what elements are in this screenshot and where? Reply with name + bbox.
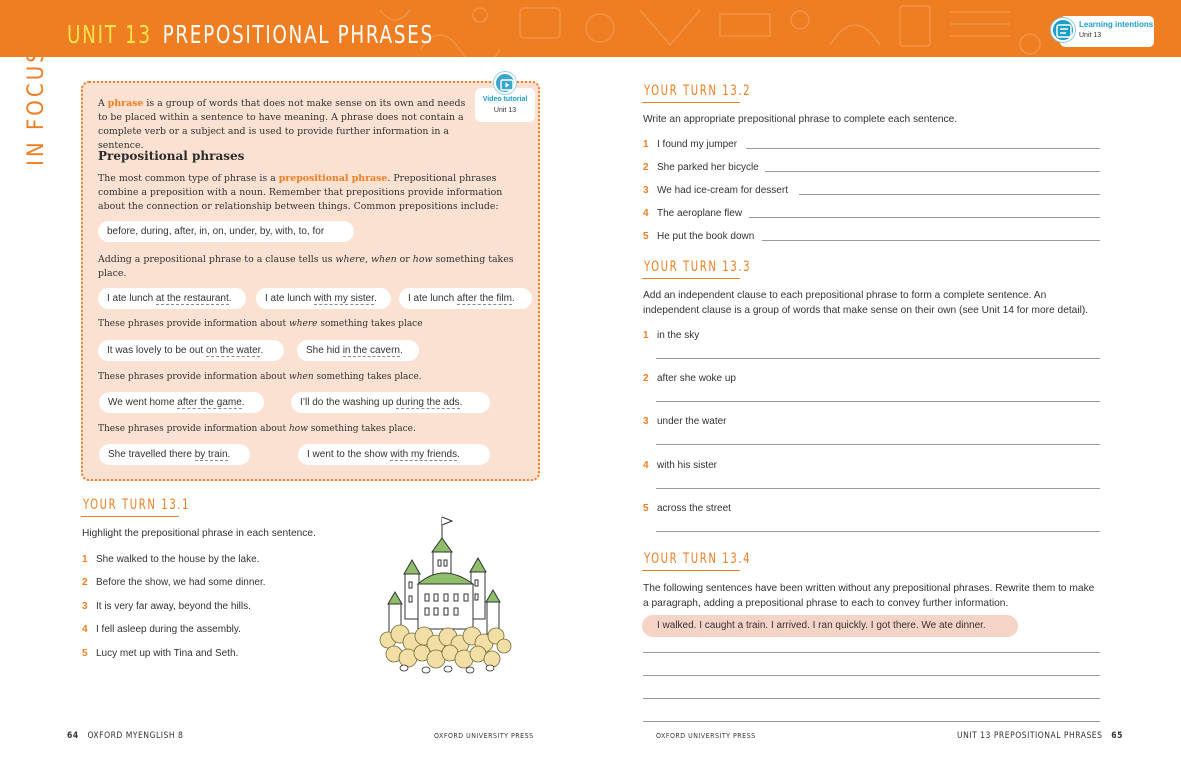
question-number: 5 [643,503,649,514]
answer-line[interactable] [656,531,1100,532]
example-pill: It was lovely to be out on the water. [98,340,284,361]
caption-when: These phrases provide information about when something takes place. [98,372,422,382]
footer-right [957,731,1123,741]
question-number: 1 [82,554,88,565]
page-number-left: 64 [67,731,79,741]
answer-line[interactable] [799,194,1100,195]
book-title: OXFORD MYENGLISH 8 [87,731,184,741]
highlight-sentence[interactable]: I fell asleep during the assembly. [96,624,244,635]
phrase-prompt: with his sister [657,460,720,471]
phrase-definition: A phrase is a group of words that does not make sense on its own and needs to be placed within a sentence to have meaning. A phrase does not contain a complete verb or a subject and is used to provide further information in a sentence. [98,98,466,151]
question-number: 4 [82,624,88,635]
prepositions-list: before, during, after, in, on, under, by, with, to, for [98,221,354,242]
example-pill: I ate lunch at the restaurant. [98,288,246,309]
question-number: 3 [643,416,649,427]
caption-where: These phrases provide information about where something takes place [98,319,423,329]
running-unit-title: UNIT 13 PREPOSITIONAL PHRASES [957,731,1103,741]
question-number: 1 [643,139,649,150]
term-phrase: phrase [107,98,144,109]
video-tutorial-title[interactable]: Video tutorial [482,96,528,103]
answer-line[interactable] [762,240,1100,241]
answer-line[interactable] [643,675,1100,676]
question-number: 5 [643,231,649,242]
answer-line[interactable] [643,698,1100,699]
term-prepositional-phrase: prepositional phrase [278,173,388,184]
page-number-right: 65 [1111,731,1123,741]
answer-line[interactable] [656,488,1100,489]
highlight-sentence[interactable]: She walked to the house by the lake. [96,554,262,565]
sentence-prompt: We had ice-cream for dessert [657,185,791,196]
heading-underline [642,570,740,571]
heading-underline [81,516,179,517]
phrase-prompt: across the street [657,503,734,514]
answer-line[interactable] [749,217,1100,218]
answer-line[interactable] [643,721,1100,722]
unit-title [67,20,434,49]
learning-intentions-unit: Unit 13 [1079,32,1102,39]
sentences-to-rewrite: I walked. I caught a train. I arrived. I ran quickly. I got there. We ate dinner. [642,615,1018,637]
question-number: 4 [643,460,649,471]
example-pill: I ate lunch with my sister. [256,288,391,309]
question-number: 1 [643,330,649,341]
caption-how: These phrases provide information about how something takes place. [98,424,416,434]
learning-intentions-icon[interactable] [1051,18,1075,42]
phrase-prompt: after she woke up [657,373,739,384]
highlight-sentence[interactable]: Before the show, we had some dinner. [96,577,269,588]
question-number: 2 [643,373,649,384]
highlight-sentence[interactable]: It is very far away, beyond the hills. [96,601,254,612]
example-pill: She travelled there by train. [99,444,250,465]
sentence-prompt: I found my jumper [657,139,740,150]
your-turn-13-4-heading: YOUR TURN 13.4 [644,551,752,567]
where-when-how-text: Adding a prepositional phrase to a clause tells us where, when or how something takes place. [98,254,514,279]
phrase-prompt: under the water [657,416,730,427]
example-pill: I ate lunch after the film. [399,288,532,309]
video-tutorial-unit: Unit 13 [493,107,517,114]
example-pill: I’ll do the washing up during the ads. [291,392,490,413]
heading-underline [642,278,740,279]
sentence-prompt: The aeroplane flew [657,208,745,219]
question-number: 3 [82,601,88,612]
unit-number: UNIT 13 [67,20,152,49]
example-pill: I went to the show with my friends. [298,444,490,465]
phrase-prompt: in the sky [657,330,702,341]
answer-line[interactable] [656,444,1100,445]
your-turn-13-2-heading: YOUR TURN 13.2 [644,83,752,99]
your-turn-13-1-instruction: Highlight the prepositional phrase in each sentence. [82,528,316,539]
your-turn-13-4-instruction: The following sentences have been written without any prepositional phrases. Rewrite them to make a paragraph, adding a prepositional phrase to each to convey further information. [643,583,1095,609]
question-number: 4 [643,208,649,219]
sentence-prompt: She parked her bicycle [657,162,762,173]
example-pill: She hid in the cavern. [297,340,419,361]
publisher-right: OXFORD UNIVERSITY PRESS [656,732,756,740]
your-turn-13-3-instruction: Add an independent clause to each prepositional phrase to form a complete sentence. An independent clause is a group of words that make sense on their own (see Unit 14 for more detail). [643,290,1089,316]
question-number: 5 [82,648,88,659]
learning-intentions-title[interactable]: Learning intentions [1079,20,1154,29]
answer-line[interactable] [656,358,1100,359]
publisher-left: OXFORD UNIVERSITY PRESS [434,732,534,740]
castle-illustration [378,512,513,677]
question-number: 3 [643,185,649,196]
your-turn-13-2-instruction: Write an appropriate prepositional phrase to complete each sentence. [643,114,958,125]
unit-heading: PREPOSITIONAL PHRASES [162,20,434,49]
sentence-prompt: He put the book down [657,231,757,242]
question-number: 2 [82,577,88,588]
footer-left [67,731,183,741]
page-header [0,0,1181,57]
video-icon[interactable] [494,72,516,94]
in-focus-label: IN FOCUS [24,47,49,166]
answer-line[interactable] [746,148,1100,149]
subheading: Prepositional phrases [98,149,245,163]
heading-underline [642,102,740,103]
answer-line[interactable] [656,401,1100,402]
your-turn-13-3-heading: YOUR TURN 13.3 [644,259,752,275]
question-number: 2 [643,162,649,173]
prepositional-definition: The most common type of phrase is a prepositional phrase. Prepositional phrases combine a preposition with a noun. Remember that prepositions provide information about the connection or relationship between things. Common prepositions include: [98,173,503,212]
answer-line[interactable] [643,652,1100,653]
example-pill: We went home after the game. [99,392,264,413]
answer-line[interactable] [765,171,1100,172]
highlight-sentence[interactable]: Lucy met up with Tina and Seth. [96,648,241,659]
your-turn-13-1-heading: YOUR TURN 13.1 [83,497,191,513]
